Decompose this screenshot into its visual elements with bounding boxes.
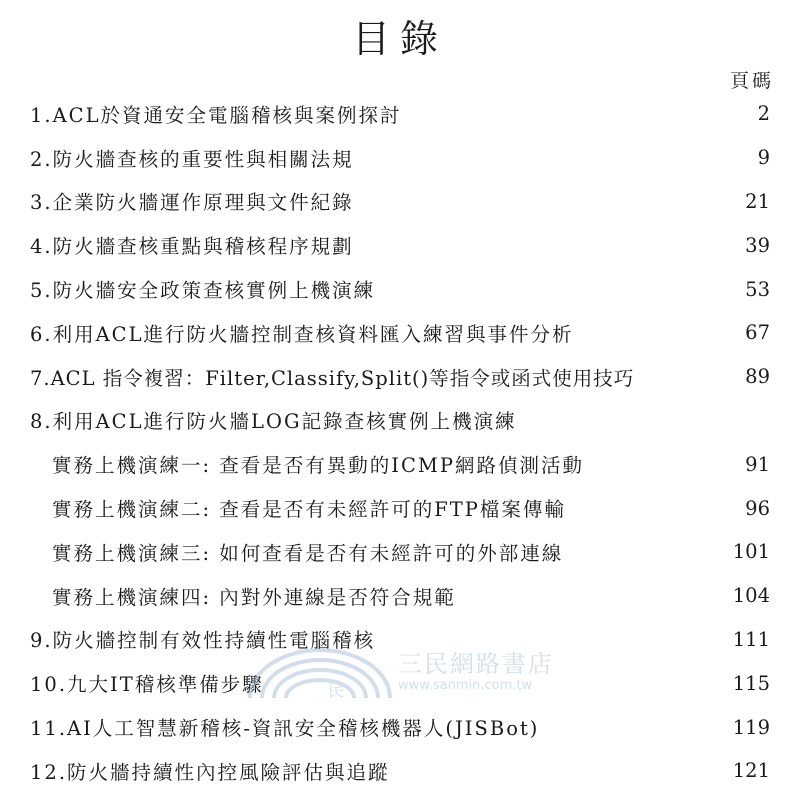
toc-subentry: [0, 574, 800, 618]
watermark-name: 三民網路書店: [398, 650, 554, 678]
toc-entry-title: 實務上機演練一: 查看是否有異動的ICMP網路偵測活動: [52, 454, 584, 478]
toc-entry-page: 115: [732, 671, 770, 695]
toc-entry-title: 實務上機演練二: 查看是否有未經許可的FTP檔案傳輸: [52, 498, 566, 522]
toc-entry-title: 1.ACL於資通安全電腦稽核與案例探討: [30, 103, 402, 127]
toc-entry-title: 9.防火牆控制有效性持續性電腦稽核: [30, 629, 376, 653]
toc-entry-page: 53: [745, 277, 770, 301]
watermark-char: 民: [328, 681, 345, 700]
toc-entry-title: 12.防火牆持續性內控風險評估與追蹤: [30, 760, 390, 784]
toc-entry-page: 21: [745, 189, 770, 213]
page-number-header: 頁碼: [729, 70, 774, 92]
watermark-url: www.sanmin.com.tw: [398, 678, 533, 693]
toc-entry-title: 8.利用ACL進行防火牆LOG記錄查核實例上機演練: [30, 410, 517, 434]
toc-entry-page: 91: [745, 452, 770, 476]
toc-entry: [0, 267, 800, 311]
toc-subentry: [0, 442, 800, 486]
toc-entry-title: 5.防火牆安全政策查核實例上機演練: [30, 279, 376, 303]
toc-entry-title: 2.防火牆查核的重要性與相關法規: [30, 147, 354, 171]
toc-entry-title: 實務上機演練四: 內對外連線是否符合規範: [52, 585, 456, 609]
toc-entry: [0, 705, 800, 749]
toc-entry-page: 9: [757, 146, 770, 170]
toc-entry: [0, 618, 800, 662]
toc-entry-title: 7.ACL 指令複習：Filter,Classify,Split()等指令或函式使用技巧: [30, 366, 635, 390]
toc-entry: [0, 223, 800, 267]
toc-entry: [0, 355, 800, 399]
toc-entry: [0, 311, 800, 355]
toc-entry-title: 6.利用ACL進行防火牆控制查核資料匯入練習與事件分析: [30, 322, 574, 346]
toc-entry-page: 119: [732, 715, 770, 739]
toc-entry: [0, 92, 800, 136]
toc-entry-page: 89: [745, 365, 770, 389]
toc-entry-title: 4.防火牆查核重點與稽核程序規劃: [30, 235, 354, 259]
toc-entry-title: 3.企業防火牆運作原理與文件紀錄: [30, 191, 354, 215]
table-of-contents: [0, 92, 800, 793]
toc-entry-title: 10.九大IT稽核準備步驟: [30, 673, 264, 697]
toc-entry-page: 67: [745, 321, 770, 345]
toc-entry: [0, 136, 800, 180]
toc-entry-page: 101: [732, 540, 770, 564]
toc-entry: [0, 749, 800, 793]
toc-entry-page: 2: [757, 102, 770, 126]
toc-entry: [0, 180, 800, 224]
toc-entry-page: 104: [732, 584, 770, 608]
toc-entry-page: 96: [745, 496, 770, 520]
toc-entry-title: 實務上機演練三: 如何查看是否有未經許可的外部連線: [52, 541, 564, 565]
toc-entry: [0, 399, 800, 443]
toc-entry: [0, 661, 800, 705]
page-title: 目錄: [351, 17, 448, 61]
toc-entry-title: 11.AI人工智慧新稽核-資訊安全稽核機器人(JISBot): [30, 717, 540, 741]
toc-subentry: [0, 486, 800, 530]
toc-subentry: [0, 530, 800, 574]
toc-entry-page: 111: [732, 627, 770, 651]
toc-entry-page: 121: [732, 759, 770, 783]
toc-entry-page: 39: [745, 233, 770, 257]
